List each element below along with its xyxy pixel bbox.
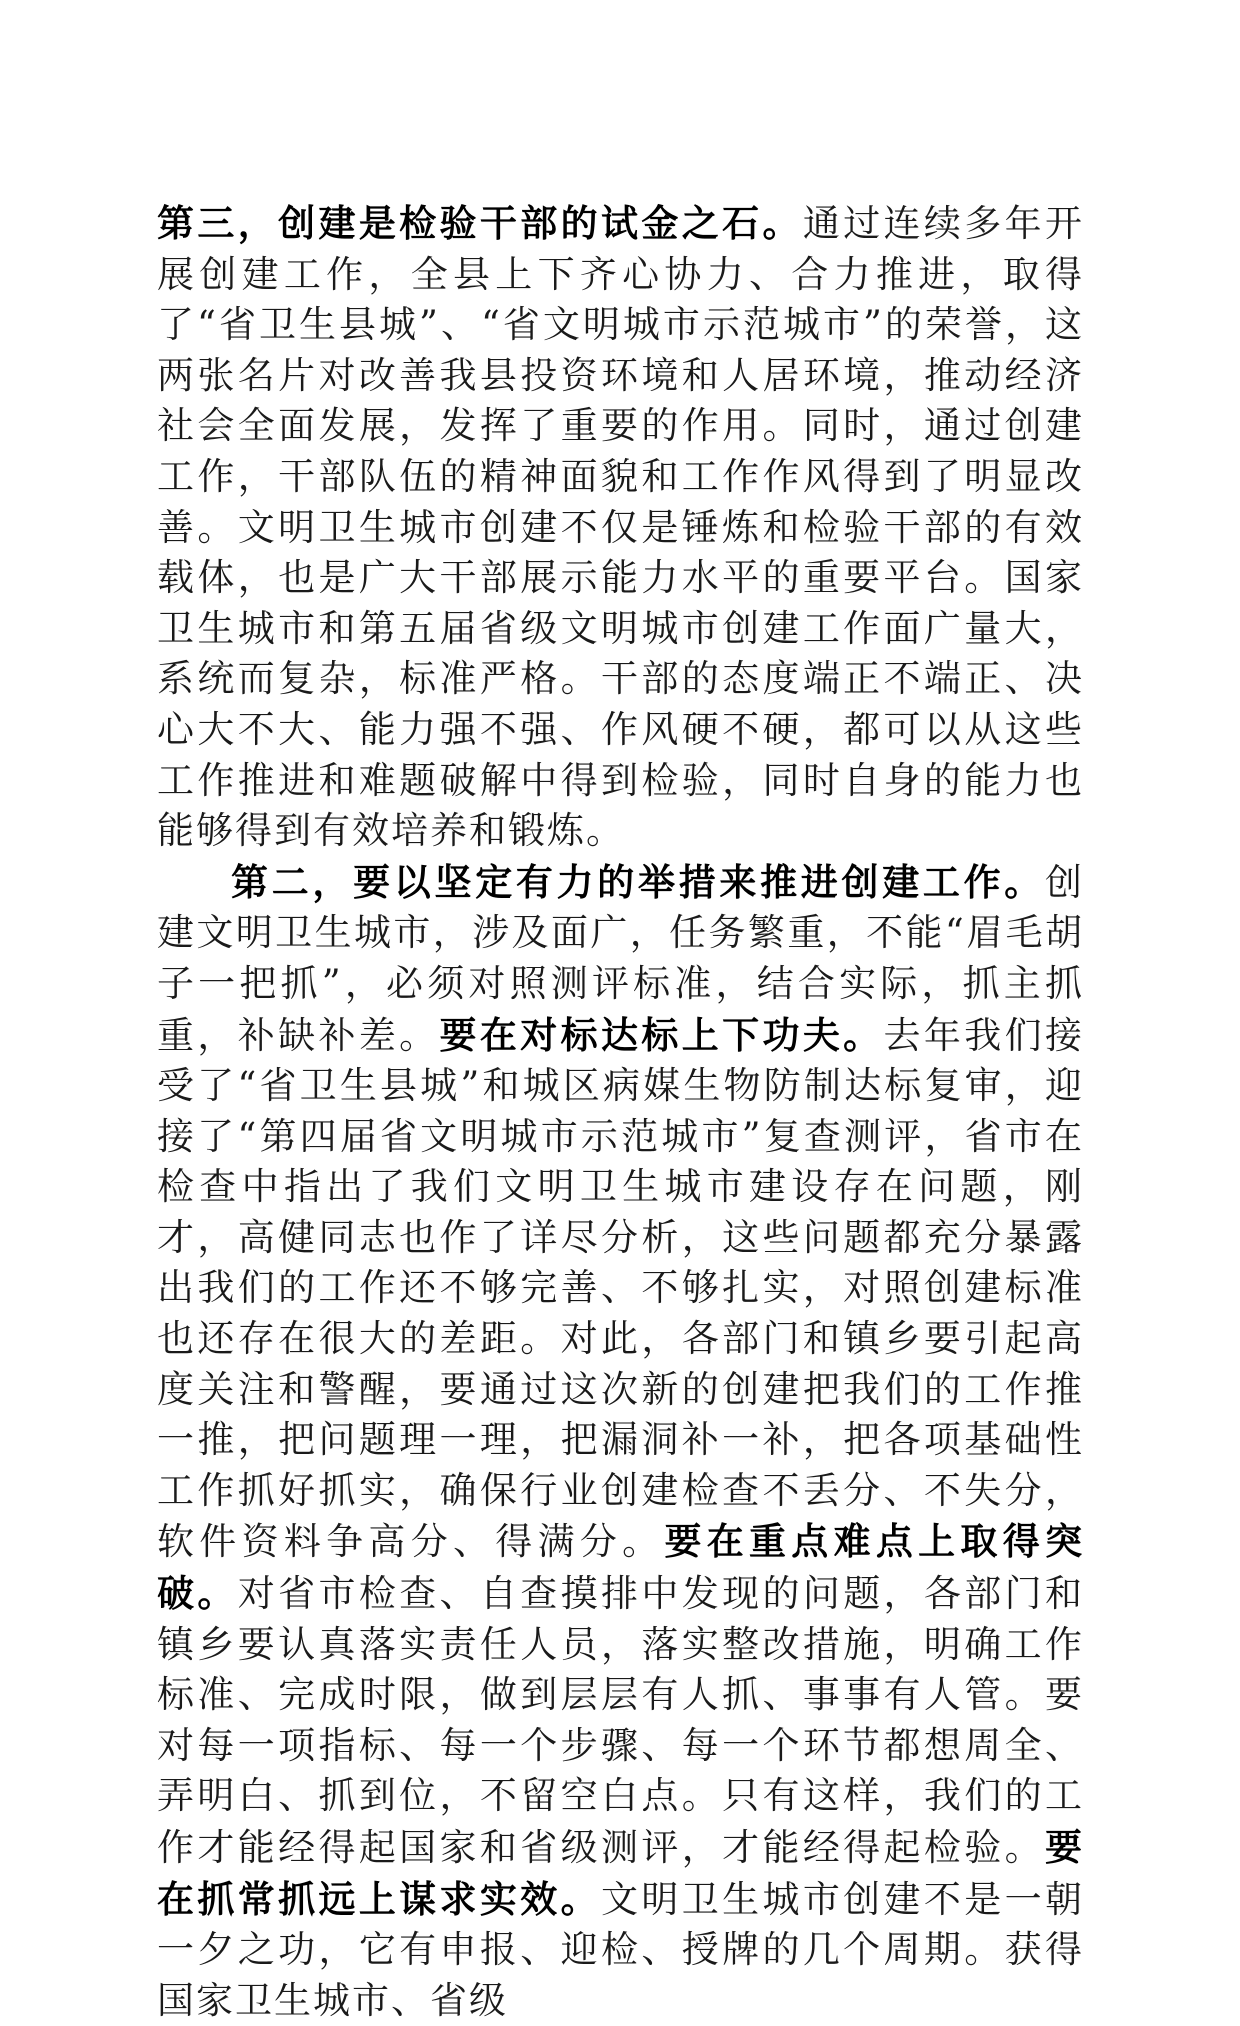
- heading-testing-stone: 第三，创建是检验干部的试金之石。: [157, 201, 803, 245]
- heading-long-term: 要在抓常抓远上谋求实效。: [157, 1825, 1084, 1921]
- heading-key-difficulties: 要在重点难点上取得突破。: [157, 1519, 1085, 1616]
- body-text: 通过连续多年开展创建工作，全县上下齐心协力、合力推进，取得了“省卫生县城”、“省文明城市示范城市”的荣誉，这两张名片对改善我县投资环境和人居环境，推动经济社会全面发展，发挥了重要的作用。同时，通过创建工作，干部队伍的精神面貌和工作作风得到了明显改善。文明卫生城市创建不仅是锤炼和检验干部的有效载体，也是广大干部展示能力水平的重要平台。国家卫生城市和第五届省级文明城市创建工作面广量大，系统而复杂，标准严格。干部的态度端正不端正、决心大不大、能力强不强、作风硬不硬，都可以从这些工作推进和难题破解中得到检验，同时自身的能力也能够得到有效培养和锻炼。: [157, 202, 1085, 853]
- body-text: 文明卫生城市创建不是一朝一夕之功，它有申报、迎检、授牌的几个周期。获得国家卫生城市、省级: [157, 1877, 1084, 2022]
- paragraph-first: [157, 198, 1084, 857]
- heading-meet-standards: 要在对标达标上下功夫。: [439, 1012, 884, 1057]
- paragraph-second: [157, 857, 1084, 2026]
- body-text: 创建文明卫生城市，涉及面广，任务繁重，不能“眉毛胡子一把抓”，必须对照测评标准，结合实际，抓主抓重，补缺补差。: [157, 860, 1084, 1057]
- heading-firm-measures: 第二，要以坚定有力的举措来推进创建工作。: [231, 859, 1045, 904]
- body-text: 去年我们接受了“省卫生县城”和城区病媒生物防制达标复审，迎接了“第四届省文明城市示范城市”复查测评，省市在检查中指出了我们文明卫生城市建设存在问题，刚才，高健同志也作了详尽分析，这些问题都充分暴露出我们的工作还不够完善、不够扎实，对照创建标准也还存在很大的差距。对此，各部门和镇乡要引起高度关注和警醒，要通过这次新的创建把我们的工作推一推，把问题理一理，把漏洞补一补，把各项基础性工作抓好抓实，确保行业创建检查不丢分、不失分，软件资料争高分、得满分。: [157, 1013, 1085, 1564]
- body-text: 对省市检查、自查摸排中发现的问题，各部门和镇乡要认真落实责任人员，落实整改措施，明确工作标准、完成时限，做到层层有人抓、事事有人管。要对每一项指标、每一个步骤、每一个环节都想周全、弄明白、抓到位，不留空白点。只有这样，我们的工作才能经得起国家和省级测评，才能经得起检验。: [157, 1572, 1085, 1869]
- document-page: [157, 198, 1084, 2026]
